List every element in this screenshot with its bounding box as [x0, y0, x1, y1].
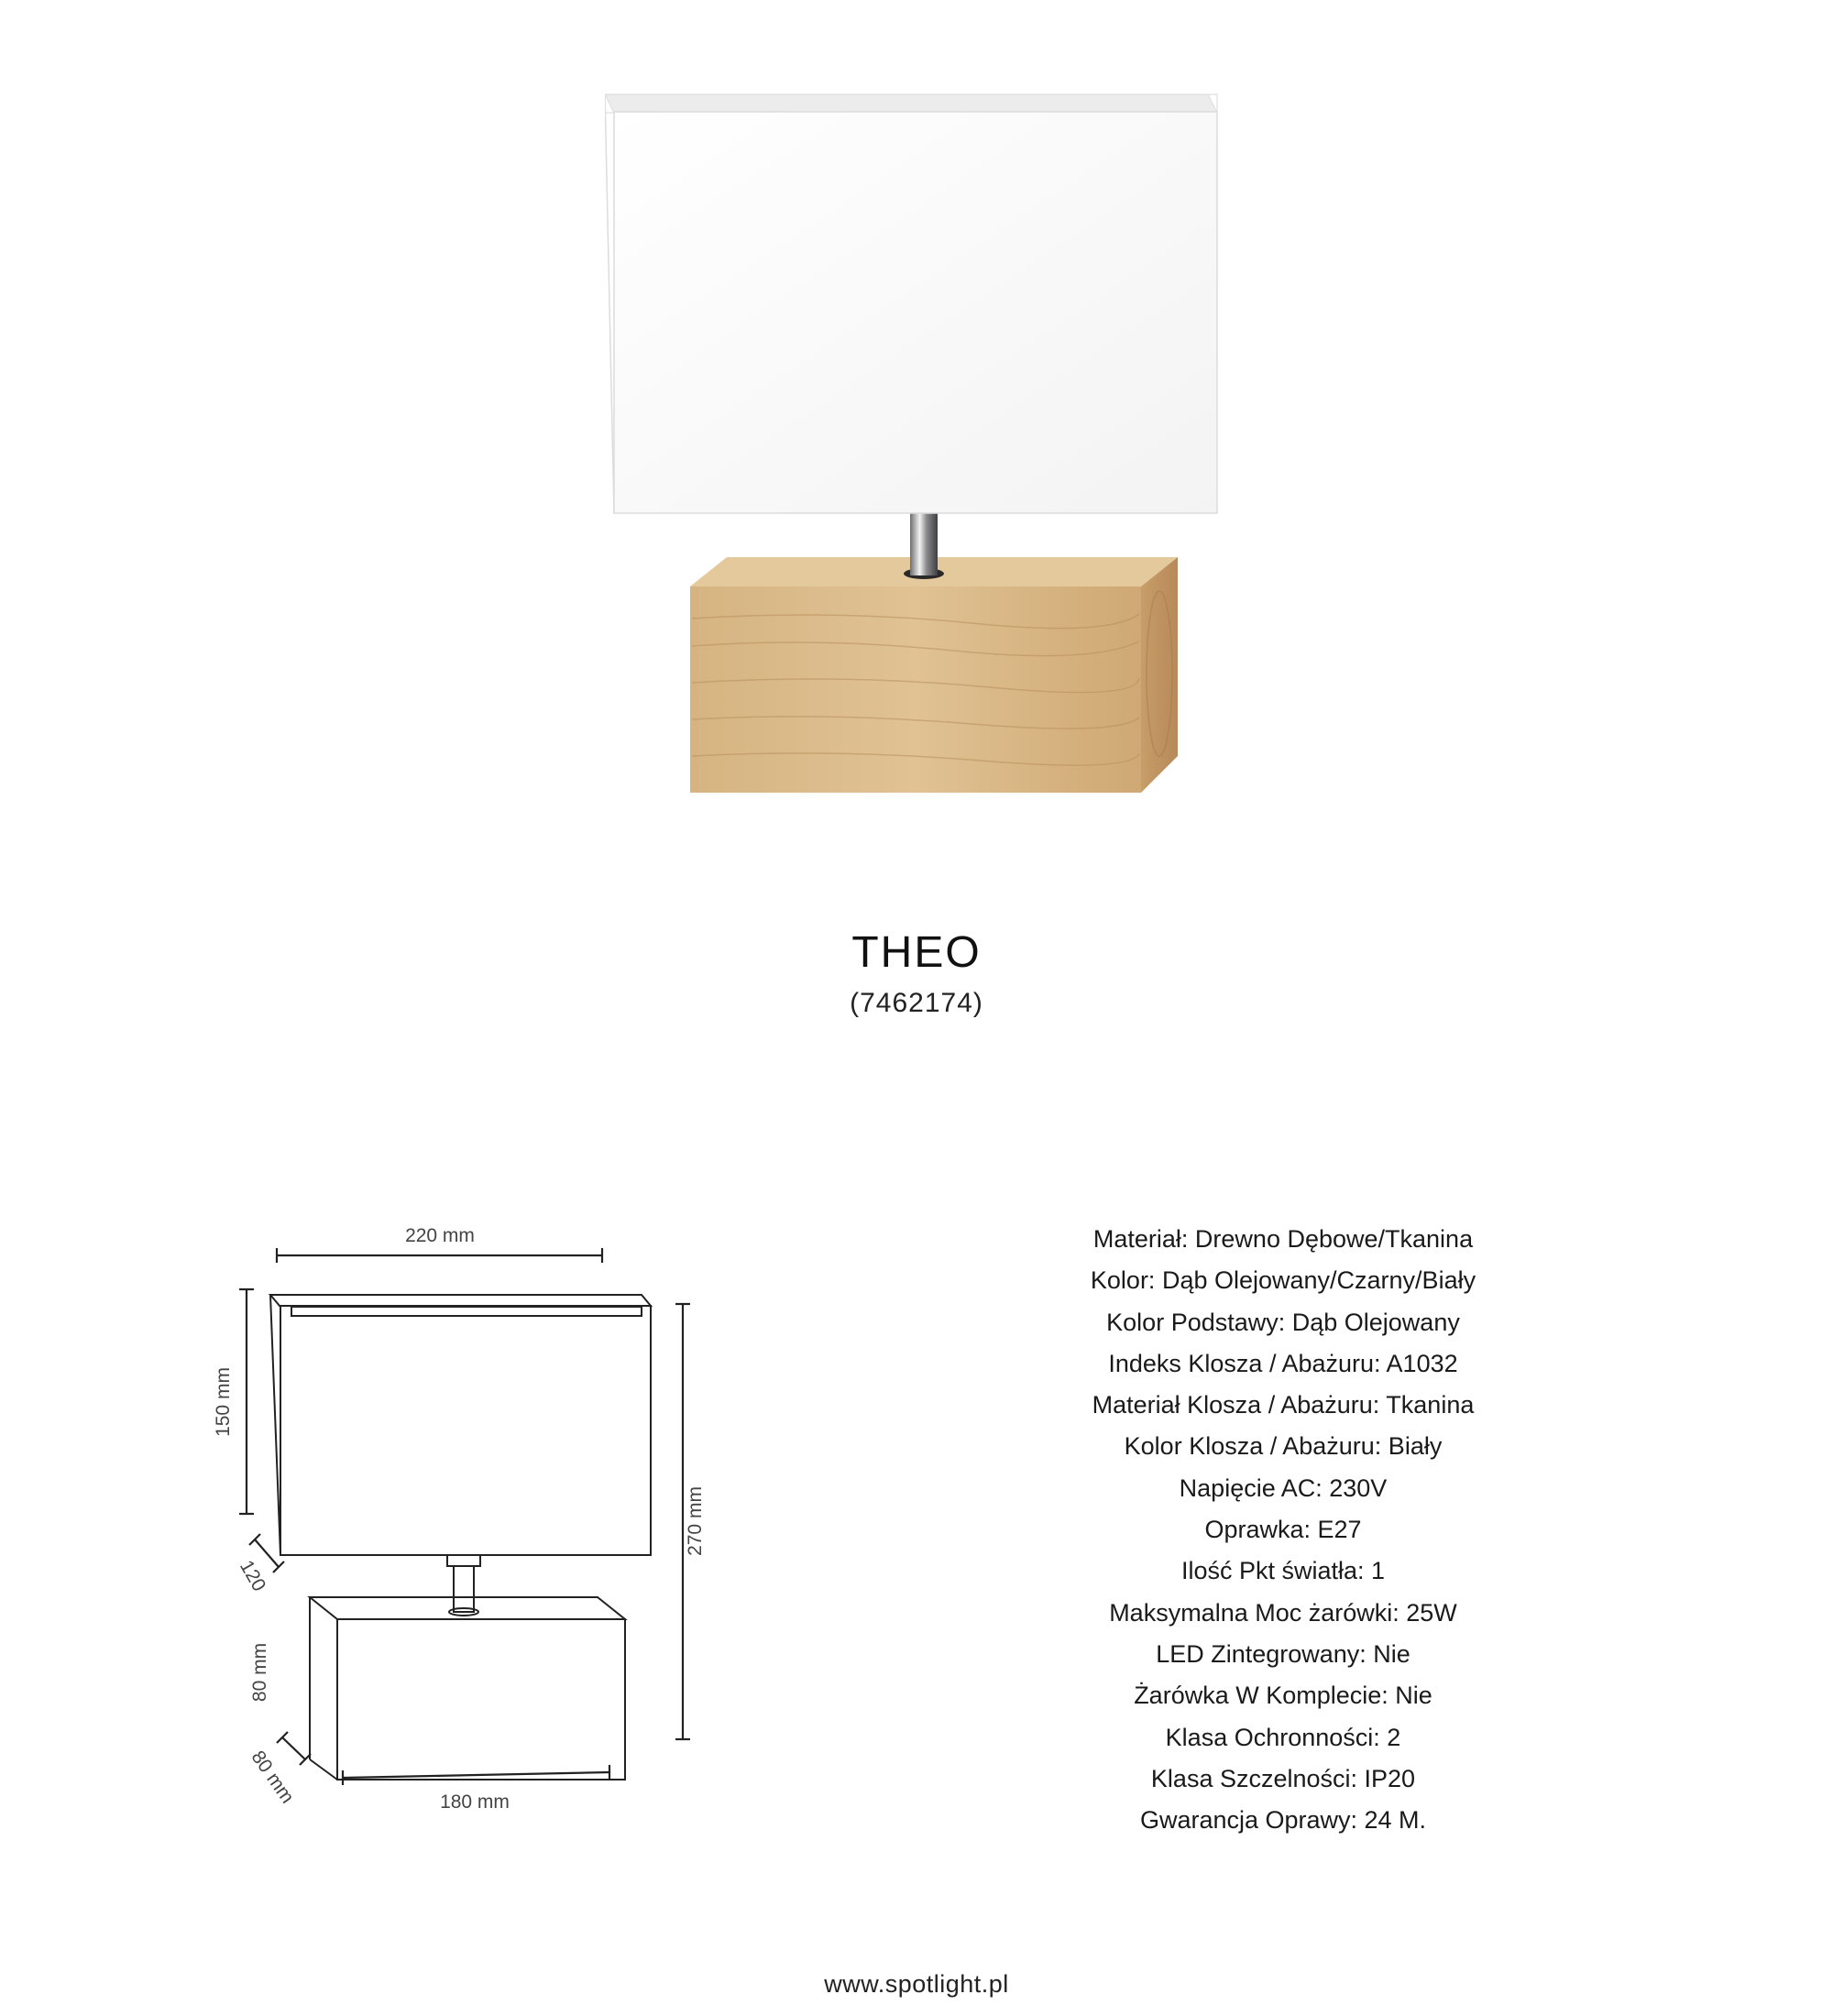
spec-item: Oprawka: E27 [1204, 1516, 1362, 1544]
spec-item: Maksymalna Moc żarówki: 25W [1109, 1598, 1457, 1627]
dim-total-height: 270 mm [685, 1486, 706, 1556]
dim-base-height: 80 mm [249, 1642, 270, 1703]
dim-shade-height: 150 mm [213, 1367, 234, 1437]
dim-base-depth: 80 mm [247, 1747, 299, 1808]
spec-item: LED Zintegrowany: Nie [1156, 1639, 1410, 1668]
spec-item: Klasa Ochronności: 2 [1165, 1723, 1401, 1751]
dim-shade-width: 220 mm [405, 1225, 475, 1246]
spec-item: Napięcie AC: 230V [1179, 1474, 1388, 1502]
dim-shade-depth: 120 [235, 1556, 270, 1595]
spec-item: Kolor Klosza / Abażuru: Biały [1124, 1432, 1443, 1461]
website-link[interactable]: www.spotlight.pl [824, 1970, 1009, 1998]
product-photo [605, 87, 1228, 838]
product-name: THEO [851, 928, 982, 977]
spec-item: Ilość Pkt światła: 1 [1180, 1557, 1386, 1585]
spec-item: Materiał: Drewno Dębowe/Tkanina [1092, 1225, 1474, 1253]
dim-base-width: 180 mm [440, 1791, 510, 1813]
spec-item: Materiał Klosza / Abażuru: Tkanina [1092, 1391, 1475, 1419]
product-code: (7462174) [850, 988, 983, 1018]
spec-item: Kolor: Dąb Olejowany/Czarny/Biały [1090, 1266, 1476, 1295]
dimension-lines [239, 1248, 690, 1785]
lamp-shade [605, 94, 1217, 513]
spec-item: Klasa Szczelności: IP20 [1150, 1764, 1416, 1792]
lamp-base [690, 557, 1178, 793]
title-block [0, 926, 1833, 1019]
spec-item: Kolor Podstawy: Dąb Olejowany [1106, 1308, 1460, 1336]
drawing-outline [270, 1295, 651, 1780]
spec-item: Żarówka W Komplecie: Nie [1134, 1682, 1432, 1710]
dimension-drawing [202, 1214, 733, 1819]
spec-item: Indeks Klosza / Abażuru: A1032 [1108, 1349, 1458, 1377]
spec-item: Gwarancja Oprawy: 24 M. [1139, 1806, 1427, 1835]
spec-list [1008, 1219, 1558, 1841]
